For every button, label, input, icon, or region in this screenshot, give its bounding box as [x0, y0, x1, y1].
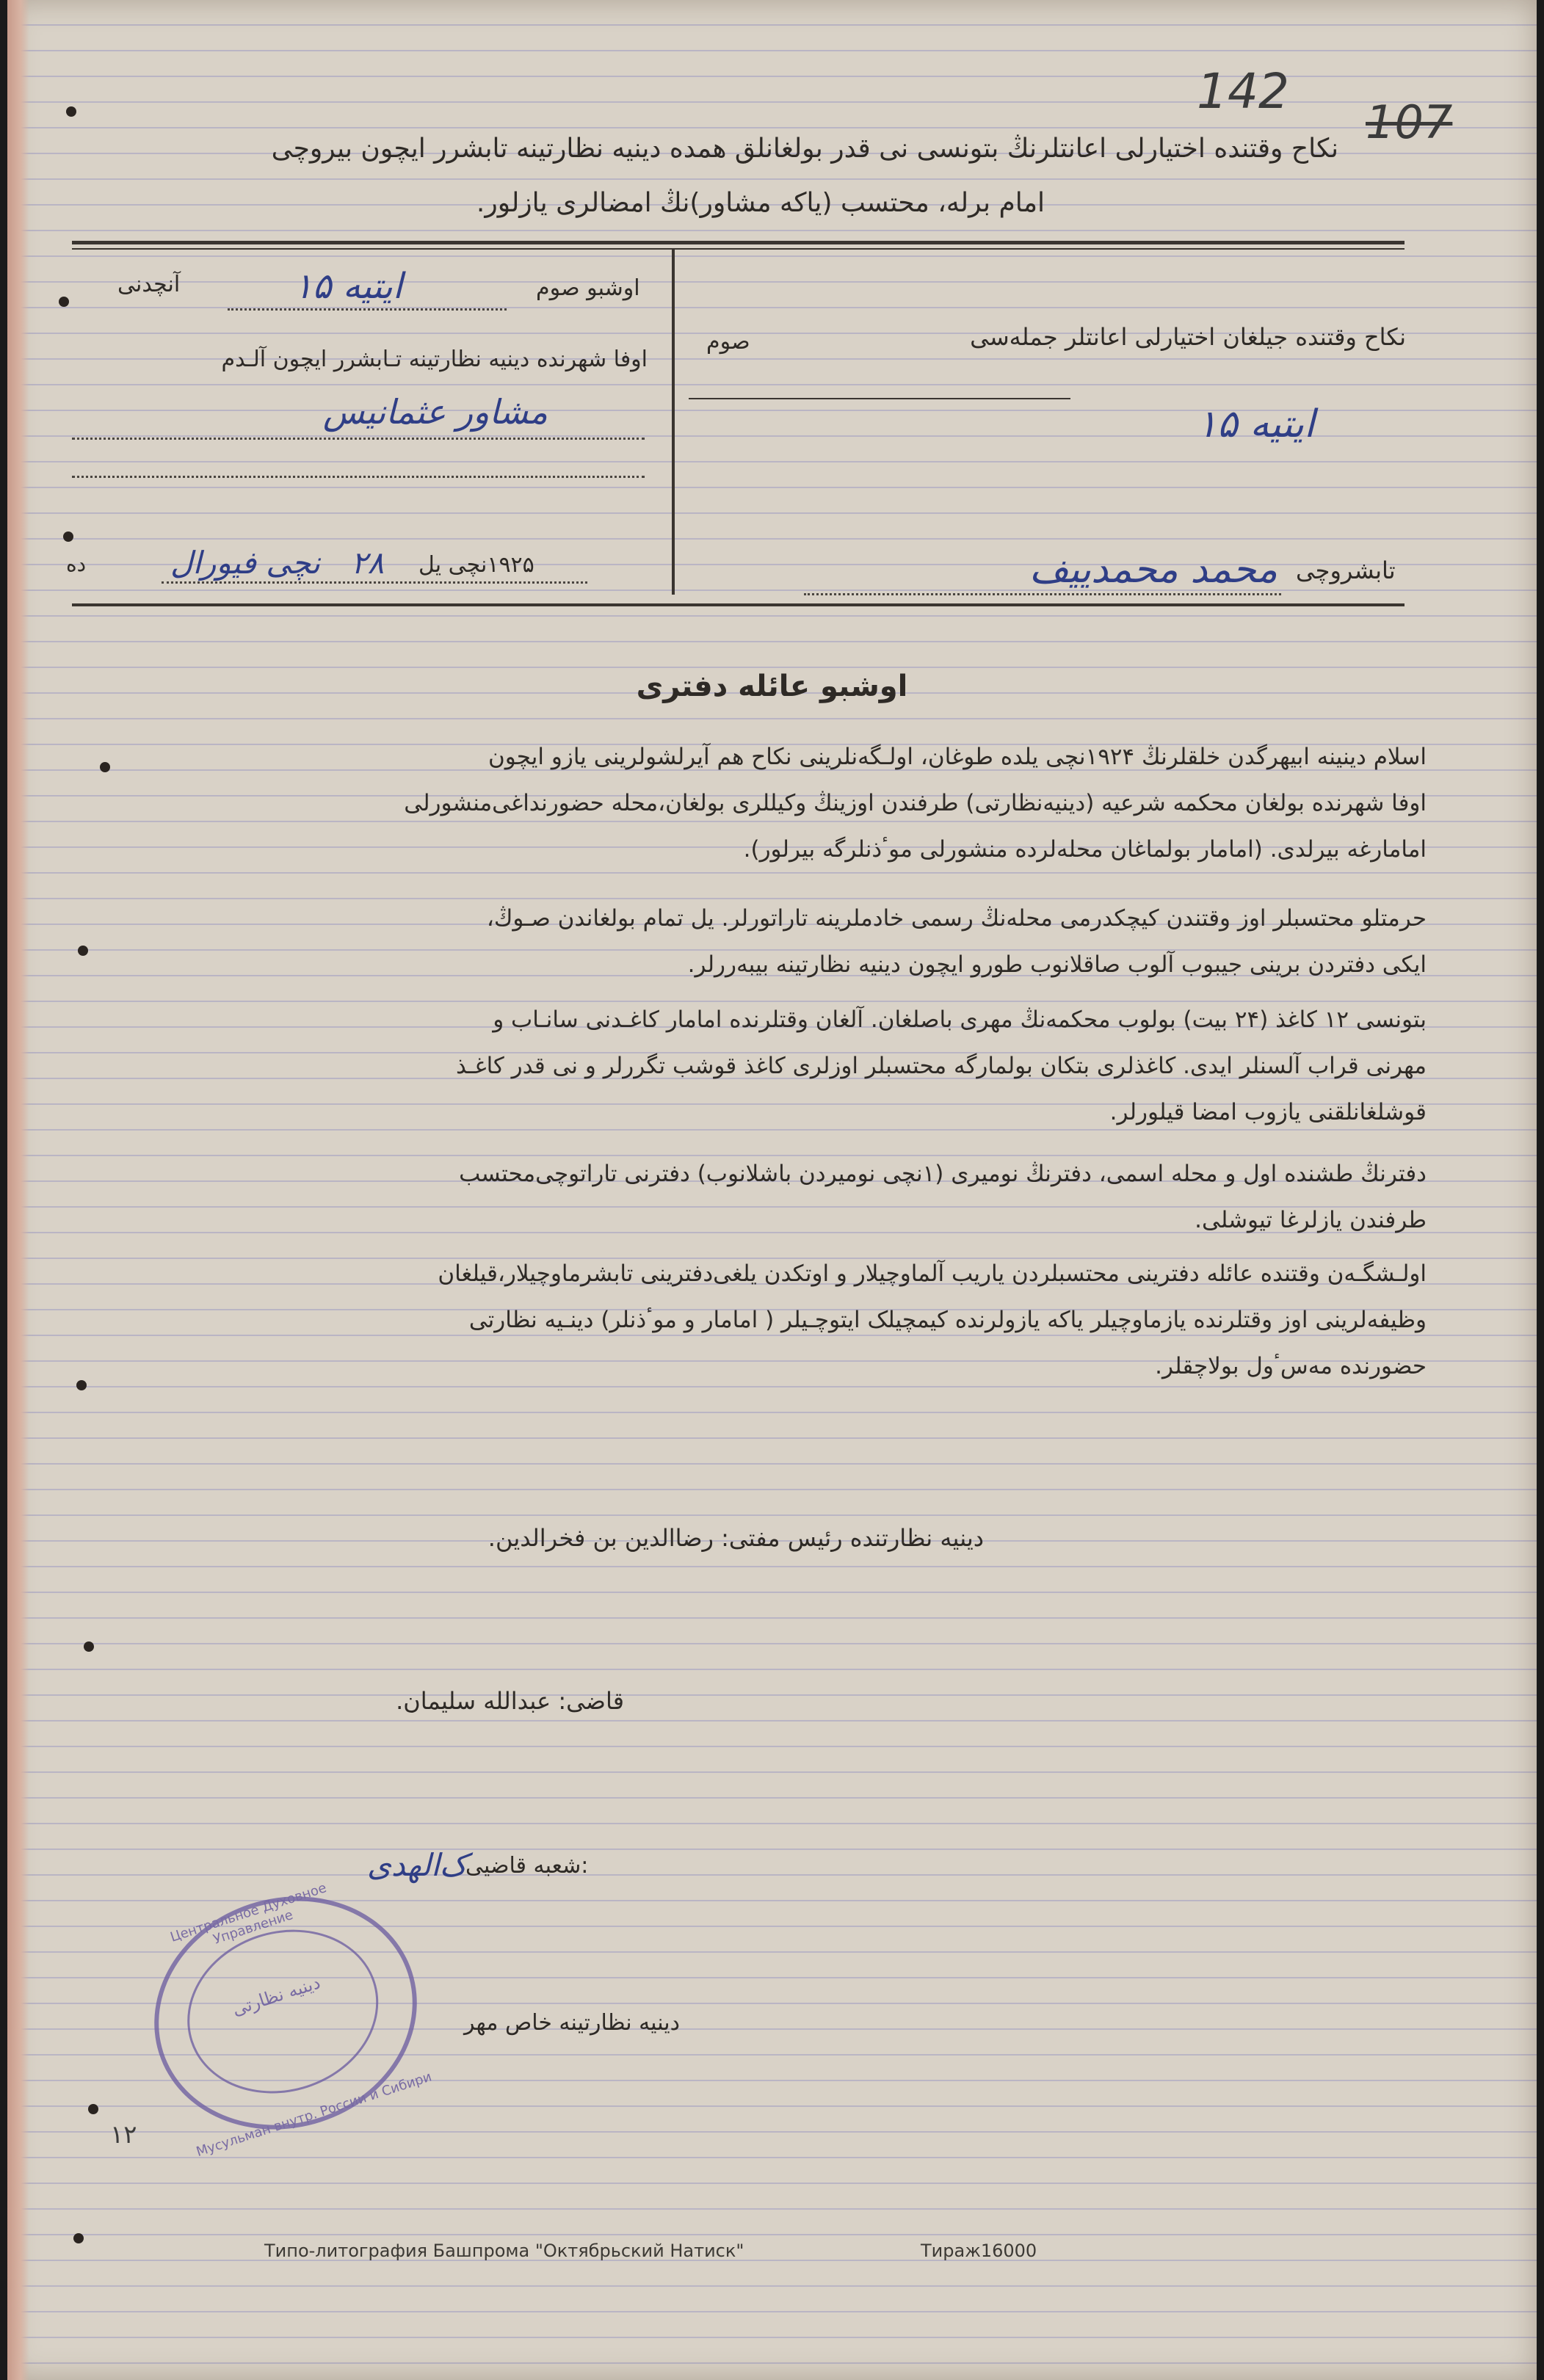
paragraph-line: اسلام دینینه ابیهرگدن خلقلرنڭ ۱۹۲۴نچی یلده طوغان، اولـگەنلرینی نکاح هم آیرلشولرینی یازو ایچون — [488, 744, 1427, 770]
left-dots-3 — [72, 476, 645, 478]
header-line-2: امام برله، محتسب (یاکه مشاور)نڭ امضالری یازلور. — [476, 188, 1045, 218]
right-payer-dots — [804, 593, 1281, 595]
paragraph-line: امامارغه بیرلدی. (امامار بولماغان محلەلرده منشورلی موٴذنلرگه بیرلور). — [743, 836, 1427, 863]
paragraph-1 — [178, 734, 1427, 873]
tirage: Тираж16000 — [921, 2241, 1037, 2261]
stamp-ring-bottom: Мусульман внутр. России и Сибири — [194, 2069, 434, 2160]
seal-label: دینیه نظارتینه خاص مهر — [463, 2010, 680, 2036]
archive-number: 142 — [1197, 63, 1289, 120]
paragraph-2 — [178, 896, 1427, 988]
binding-hole — [63, 531, 73, 542]
left-amount: ۱۵ ایتیه — [294, 266, 403, 307]
corner-mark: ۱۲ — [110, 2120, 137, 2149]
binding-hole — [76, 1380, 87, 1390]
binding-hole — [88, 2104, 98, 2114]
right-payer-label: تابشروچی — [1296, 556, 1396, 584]
left-date-suffix: ده — [66, 552, 87, 576]
left-line-1-tail: آنچدنی — [117, 272, 181, 297]
paragraph-line: طرفندن یازلرغا تیوشلی. — [1195, 1207, 1427, 1233]
paragraph-line: اولـشگـەن وقتنده عائله دفترینی محتسبلردن یاریب آلماوچیلار و اوتکدن یلغی‌دفترینی تابشرماوچیلار،قیلغان — [438, 1260, 1427, 1287]
branch-qadi-label: شعبه قاضیی: — [465, 1853, 589, 1879]
paragraph-line: مهرنی قراب آلسنلر ایدی. کاغذلری بتکان بولمارگه محتسبلر اوزلری کاغذ قوشب تگررلر و نی قدر کاغـذ — [456, 1053, 1427, 1079]
paragraph-line: ایکی دفتردن برینی جیبوب آلوب صاقلانوب طورو ایچون دینیه نظارتینه بیبەررلر. — [687, 951, 1427, 978]
paragraph-5 — [178, 1251, 1427, 1390]
right-amount-line — [689, 398, 1070, 399]
qadi-signature-line: قاضی: عبدالله سلیمان. — [396, 1687, 624, 1715]
binding-hole — [59, 297, 69, 307]
archive-number-struck: 107 — [1366, 95, 1453, 149]
left-line-2: اوفا شهرنده دینیه نظارتینه تـابشرر ایچون آلـدم — [221, 347, 648, 372]
left-line-1: اوشبو صوم — [536, 275, 640, 301]
paragraph-line: اوفا شهرنده بولغان محکمه شرعیه (دینیه‌نظارتی) طرفندن اوزینڭ وکیللری بولغان،محله حضورنداغی‌منشورلی — [404, 790, 1427, 816]
document-page — [7, 0, 1537, 2380]
mufti-signature-line: دینیه نظارتنده رئیس مفتی: رضاالدین بن فخرالدین. — [488, 1524, 984, 1552]
binding-hole — [78, 946, 88, 956]
paragraph-line: وظیفەلرینی اوز وقتلرنده یازماوچیلر یاکه یازولرنده کیمچیلک ایتوچـیلر ( امامار و موٴذنلر) دینـیه نظارتی — [468, 1307, 1427, 1333]
right-som-label: صوم — [706, 329, 750, 355]
left-dots-2 — [72, 438, 645, 440]
binding-hole — [66, 106, 76, 117]
paragraph-line: قوشلغانلقنی یازوب امضا قیلورلر. — [1109, 1099, 1427, 1125]
top-rule — [72, 241, 1405, 244]
branch-qadi-signature: ک‌الهدی — [367, 1847, 468, 1883]
paragraph-line: حضورنده مەسٴول بولاچقلر. — [1155, 1353, 1427, 1379]
left-date-prefix: ۱۹۲۵نچی یل — [418, 552, 534, 578]
official-stamp — [124, 1863, 448, 2163]
printer-imprint: Типо-литография Башпрома "Октябрьский Натиск" — [264, 2241, 744, 2261]
stamp-ring-top: Центральное Духовное Управление — [168, 1880, 329, 1948]
paragraph-line: حرمتلو محتسبلر اوز وقتندن کیچکدرمی محلەنڭ رسمی خادملرینه تاراتورلر. یل تمام بولغاندن صـوڭ، — [486, 905, 1427, 932]
right-payer-signature: محمد محمدییف — [1029, 548, 1278, 592]
paragraph-4 — [178, 1151, 1427, 1244]
header-line-1: نکاح وقتنده اختیارلی اعانتلرنڭ بتونسی نی قدر بولغانلق همده دینیه نظارتینه تابشرر ایچون بیروچی — [271, 134, 1338, 164]
left-dots-1 — [228, 308, 507, 311]
binding-hole — [73, 2233, 84, 2243]
box-divider — [672, 248, 675, 595]
binding-hole — [100, 762, 110, 772]
left-dots-date — [162, 581, 587, 584]
left-signature: مشاور عثمانیس — [323, 392, 548, 432]
stamp-center: دینیه نظارتی — [229, 1972, 323, 2020]
left-date-day: ۲۸ — [351, 545, 385, 581]
paragraph-line: دفترنڭ طشنده اول و محله اسمی، دفترنڭ نومیری (۱نچی نومیردن باشلانوب) دفترنی تاراتوچی‌محتسب — [459, 1161, 1427, 1187]
paragraph-3 — [178, 997, 1427, 1136]
binding-tape — [7, 0, 29, 2380]
binding-hole — [84, 1641, 94, 1652]
document-title: اوشبو عائله دفتری — [636, 670, 908, 703]
right-amount: ۱۵ ایتیه — [1197, 402, 1315, 446]
box-bottom-rule — [72, 603, 1405, 606]
left-date-month: نچی فیورال — [170, 545, 321, 581]
paragraph-line: بتونسی ۱۲ کاغذ (۲۴ بیت) بولوب محکمەنڭ مهری باصلغان. آلغان وقتلرنده امامار کاغـدنی سانـاب و — [493, 1006, 1427, 1033]
top-rule-2 — [72, 248, 1405, 250]
right-line-1: نکاح وقتنده جیلغان اختیارلی اعانتلر جملەسی — [970, 323, 1406, 351]
